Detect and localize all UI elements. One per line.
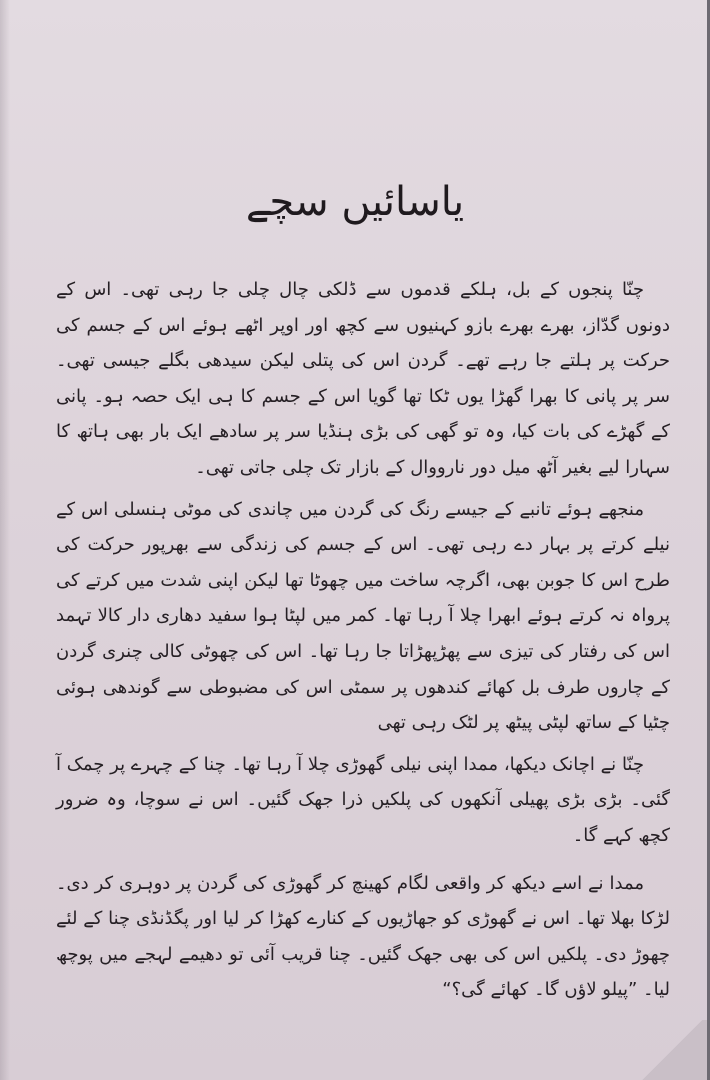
page-title: یاسائیں سچے — [245, 179, 465, 225]
folded-corner — [637, 1020, 707, 1080]
paragraph-1: چنّا پنجوں کے بل، ہلکے قدموں سے ڈلکی چال چلی جا رہی تھی۔ اس کے دونوں گدّاز، بھرے بھرے بازو کہنیوں سے کچھ اور اوپر اٹھے ہوئے اس کے جسم کی حرکت پر ہلتے جا رہے تھے۔ گردن اس کی پتلی لیکن سیدھی بگلے جیسی تھی۔ سر پر پانی کا بھرا گھڑا یوں ٹکا تھا گویا اس کے جسم کا ہی ایک حصہ ہو۔ پانی کے گھڑے کی بات کیا، وہ تو گھی کی بڑی ہنڈیا سر پر سادھے ایک بار بھی ہاتھ کا سہارا لیے بغیر آٹھ میل دور نارووال کے بازار تک چلی جاتی تھی۔ — [56, 279, 670, 478]
paragraph-4: ممدا نے اسے دیکھ کر واقعی لگام کھینچ کر گھوڑی کی گردن پر دوہری کر دی۔ لڑکا بھلا تھا۔ اس نے گھوڑی کو جھاڑیوں کے کنارے کھڑا کر لیا اور پگڈنڈی چنا کے لئے چھوڑ دی۔ پلکیں اس کی بھی جھک گئیں۔ چنا قریب آئی تو دھیمے لہجے میں پوچھ لیا۔ ”پیلو لاؤں گا۔ کھائے گی؟“ — [56, 872, 670, 1001]
page-gutter-shadow — [0, 0, 10, 1080]
paragraph-3: چنّا نے اچانک دیکھا، ممدا اپنی نیلی گھوڑی چلا آ رہا تھا۔ چنا کے چہرے پر چمک آ گئی۔ بڑی بڑی پھیلی آنکھوں کی پلکیں ذرا جھک گئیں۔ اس نے سوچا، وہ ضرور کچھ کہے گا۔ — [56, 753, 670, 846]
paragraph-2: منجھے ہوئے تانبے کے جیسے رنگ کی گردن میں چاندی کی موٹی ہنسلی اس کے نیلے کرتے پر بہار دے رہی تھی۔ اس کے جسم کی زندگی سے بھرپور حرکت کی طرح اس کا جوبن بھی، اگرچہ ساخت میں چھوٹا تھا لیکن اپنی شدت میں کرتے کی پرواہ نہ کرتے ہوئے ابھرا چلا آ رہا تھا۔ کمر میں لپٹا ہوا سفید دھاری دار کالا تہمد اس کی رفتار کی تیزی سے پھڑپھڑاتا جا رہا تھا۔ اس کی چھوٹی کالی چنری گردن کے چاروں طرف بل کھائے کندھوں پر سمٹی اس کی مضبوطی سے گوندھی ہوئی چٹیا کے ساتھ لپٹی پیٹھ پر لٹک رہی تھی — [56, 498, 670, 734]
story-text — [56, 272, 670, 1014]
